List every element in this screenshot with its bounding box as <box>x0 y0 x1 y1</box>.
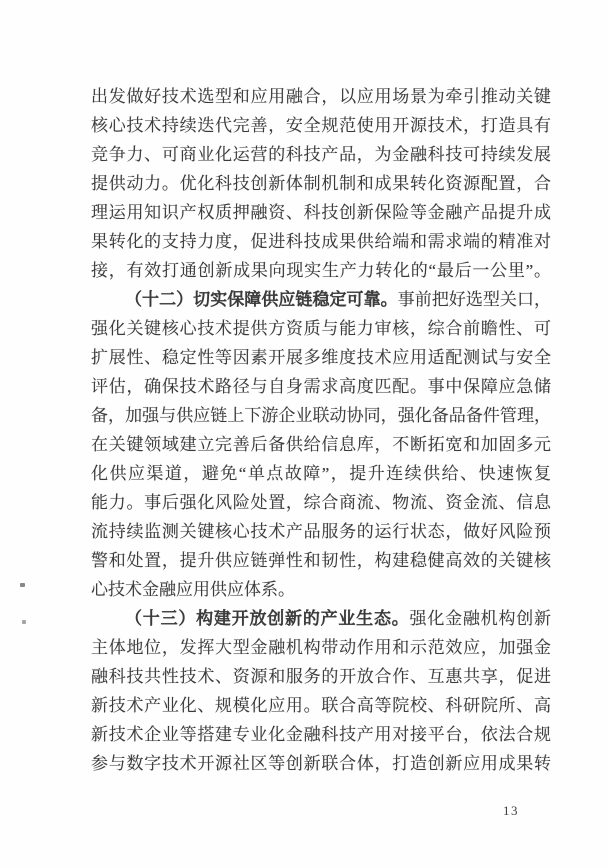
text-line <box>91 111 551 140</box>
body-text: 核心技术持续迭代完善，安全规范使用开源技术，打造具有 <box>91 116 551 135</box>
document-text-block <box>91 82 551 778</box>
body-text: 新技术产业化、规模化应用。联合高等院校、科研院所、高 <box>91 696 551 715</box>
body-text: 主体地位，发挥大型金融机构带动作用和示范效应，加强金 <box>91 638 551 657</box>
body-text: 出发做好技术选型和应用融合，以应用场景为牵引推动关键 <box>91 87 551 106</box>
page-number: 13 <box>503 803 519 818</box>
body-text: 强化金融机构创新 <box>409 609 552 628</box>
text-line <box>91 604 551 633</box>
text-line <box>91 430 551 459</box>
body-text: 理运用知识产权质押融资、科技创新保险等金融产品提升成 <box>91 203 551 222</box>
text-line <box>91 169 551 198</box>
body-text: 在关键领域建立完善后备供给信息库，不断拓宽和加固多元 <box>91 435 551 454</box>
body-text: 流持续监测关键核心技术产品服务的运行状态，做好风险预 <box>91 522 551 541</box>
text-line <box>91 517 551 546</box>
text-line <box>91 198 551 227</box>
text-line <box>91 256 551 285</box>
text-line <box>91 285 551 314</box>
text-line <box>91 633 551 662</box>
text-line <box>91 82 551 111</box>
text-line <box>91 546 551 575</box>
scan-artifact-dot <box>22 620 26 624</box>
body-text: 接，有效打通创新成果向现实生产力转化的“最后一公里”。 <box>91 261 551 280</box>
text-line <box>91 140 551 169</box>
text-line <box>91 314 551 343</box>
body-text: 提供动力。优化科技创新体制机制和成果转化资源配置，合 <box>91 174 551 193</box>
body-text: 扩展性、稳定性等因素开展多维度技术应用适配测试与安全 <box>91 348 551 367</box>
body-text: 化供应渠道，避免“单点故障”，提升连续供给、快速恢复 <box>91 464 551 483</box>
body-text: 心技术金融应用供应体系。 <box>91 580 295 599</box>
text-line <box>91 488 551 517</box>
scan-artifact-dot <box>20 583 25 587</box>
body-text: 能力。事后强化风险处置，综合商流、物流、资金流、信息 <box>91 493 551 512</box>
text-line <box>91 372 551 401</box>
body-text: 竞争力、可商业化运营的科技产品，为金融科技可持续发展 <box>91 145 551 164</box>
text-line <box>91 691 551 720</box>
body-text: 融科技共性技术、资源和服务的开放合作、互惠共享，促进 <box>91 667 551 686</box>
text-line <box>91 401 551 430</box>
body-text: 参与数字技术开源社区等创新联合体，打造创新应用成果转 <box>91 754 551 773</box>
body-text: 强化关键核心技术提供方资质与能力审核，综合前瞻性、可 <box>91 319 551 338</box>
body-text: 事前把好选型关口， <box>397 290 552 309</box>
text-line <box>91 575 551 604</box>
body-text: 果转化的支持力度，促进科技成果供给端和需求端的精准对 <box>91 232 551 251</box>
body-text: 新技术企业等搭建专业化金融科技产用对接平台，依法合规 <box>91 725 551 744</box>
body-text: 备，加强与供应链上下游企业联动协同，强化备品备件管理， <box>91 406 551 425</box>
body-text: 评估，确保技术路径与自身需求高度匹配。事中保障应急储 <box>91 377 551 396</box>
text-line <box>91 227 551 256</box>
body-text: 警和处置，提升供应链弹性和韧性，构建稳健高效的关键核 <box>91 551 551 570</box>
text-line <box>91 343 551 372</box>
text-line <box>91 459 551 488</box>
section-heading-text: （十三）构建开放创新的产业生态。 <box>125 609 410 628</box>
text-line <box>91 662 551 691</box>
section-heading-text: （十二）切实保障供应链稳定可靠。 <box>125 290 398 309</box>
text-line <box>91 720 551 749</box>
text-line <box>91 749 551 778</box>
